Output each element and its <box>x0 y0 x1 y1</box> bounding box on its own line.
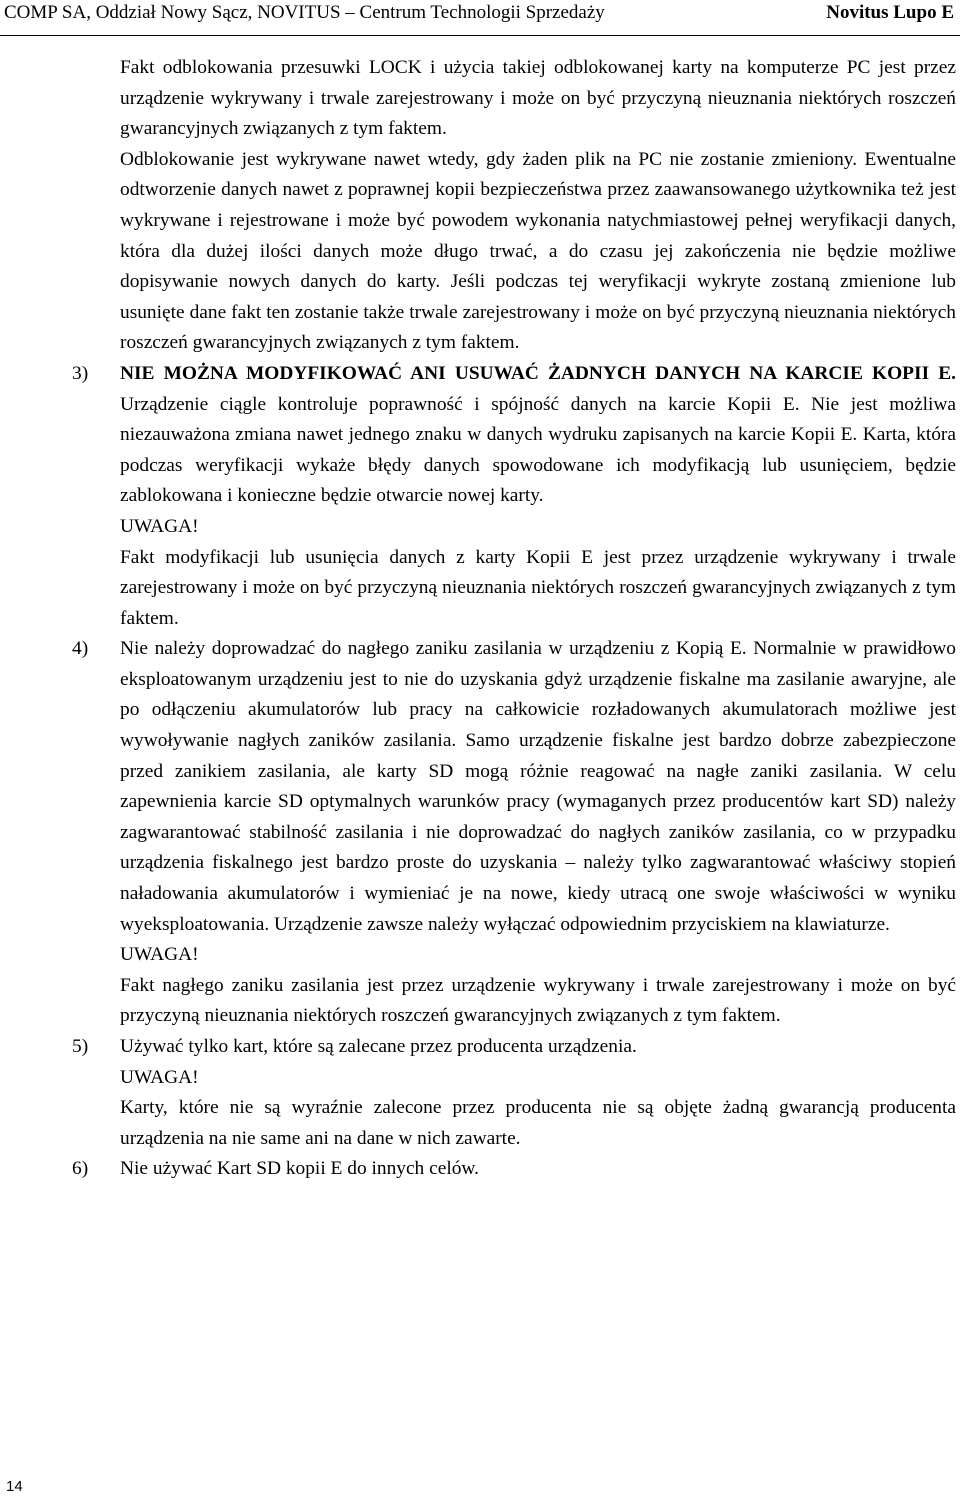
list-item-number: 5) <box>72 1036 89 1057</box>
list-item-text: Urządzenie ciągle kontroluje poprawność i spójność danych na karcie Kopii E. Nie jest możliwa niezauważona zmiana nawet jednego znaku w danych wydruku zapisanych na karcie Kopii E. Karta, która podczas weryfikacji wykaże błędy danych spowodowane ich modyfikacją lub usunięciem, będzie zablokowana i konieczne będzie otwarcie nowej karty. <box>120 393 956 507</box>
list-item-number: 4) <box>72 638 89 660</box>
note-label: UWAGA! <box>120 515 199 537</box>
paragraph-unlock: Odblokowanie jest wykrywane nawet wtedy, gdy żaden plik na PC nie zostanie zmieniony. Ewentualne odtworzenie danych nawet z poprawnej kopii bezpieczeństwa przez zaawansowanego użytkownika też jest wykrywane i rejestrowane i może być powodem wykonania natychmiastowej pełnej weryfikacji danych, która dla dużej ilości danych może długo trwać, a do czasu jej zakończenia nie będzie możliwe dopisywanie nowych danych do karty. Jeśli podczas tej weryfikacji wykryte zostaną zmienione lub usunięte dane fakt ten zostanie także trwale zarejestrowany i może on być przyczyną nieuznania niektórych roszczeń gwarancyjnych związanych z tym faktem. <box>120 148 956 354</box>
warning-heading: NIE MOŻNA MODYFIKOWAĆ ANI USUWAĆ ŻADNYCH DANYCH NA KARCIE KOPII E. <box>120 362 956 384</box>
paragraph-lock: Fakt odblokowania przesuwki LOCK i użycia takiej odblokowanej karty na komputerze PC jest przez urządzenie wykrywany i trwale zarejestrowany i może on być przyczyną nieuznania niektórych roszczeń gwarancyjnych związanych z tym faktem. <box>120 57 956 140</box>
list-item-3 <box>72 359 956 634</box>
note-label: UWAGA! <box>120 1066 199 1088</box>
note-text: Fakt modyfikacji lub usunięcia danych z karty Kopii E jest przez urządzenie wykrywany i trwale zarejestrowany i może on być przyczyną nieuznania niektórych roszczeń gwarancyjnych związanych z tym faktem. <box>120 546 956 629</box>
header-product: Novitus Lupo E <box>826 2 954 23</box>
list-item-text: Nie należy doprowadzać do nagłego zaniku zasilania w urządzeniu z Kopią E. Normalnie w prawidłowo eksploatowanym urządzeniu jest to nie do uzyskania gdyż urządzenie fiskalne ma zasilanie awaryjne, ale po odłączeniu akumulatorów lub pracy na całkowicie rozładowanych akumulatorach możliwe jest wywoływanie nagłych zaników zasilania. Samo urządzenie fiskalne jest bardzo dobrze zabezpieczone przed zanikiem zasilania, ale karty SD mogą różnie reagować na nagłe zaniki zasilania. W celu zapewnienia karcie SD optymalnych warunków pracy (wymaganych przez producentów kart SD) należy zagwarantować stabilność zasilania i nie doprowadzać do nagłych zaników zasilania, co w przypadku urządzenia fiskalnego jest bardzo proste do uzyskania – należy tylko zagwarantować właściwy stopień naładowania akumulatorów i wymieniać je na nowe, kiedy utracą one swoje właściwości w wyniku wyeksploatowania. Urządzenie zawsze należy wyłączać odpowiednim przyciskiem na klawiaturze. <box>120 638 956 935</box>
document-body <box>72 53 956 1185</box>
list-item-5 <box>72 1032 956 1154</box>
note-text: Fakt nagłego zaniku zasilania jest przez urządzenie wykrywany i trwale zarejestrowany i może on być przyczyną nieuznania niektórych roszczeń gwarancyjnych związanych z tym faktem. <box>120 974 956 1027</box>
list-item-4 <box>72 634 956 1032</box>
header-company: COMP SA, Oddział Nowy Sącz, NOVITUS – Centrum Technologii Sprzedaży <box>4 2 605 23</box>
note-text: Karty, które nie są wyraźnie zalecone przez producenta nie są objęte żadną gwarancją producenta urządzenia na nie same ani na dane w nich zawarte. <box>120 1097 956 1149</box>
list-item-text: Używać tylko kart, które są zalecane przez producenta urządzenia. <box>120 1036 637 1057</box>
list-item-text: Nie używać Kart SD kopii E do innych celów. <box>120 1158 479 1180</box>
list-item-number: 3) <box>72 362 89 384</box>
list-item-6 <box>72 1154 956 1185</box>
list-item-number: 6) <box>72 1158 89 1180</box>
note-label: UWAGA! <box>120 944 199 966</box>
page-header <box>0 0 960 36</box>
page-number: 14 <box>6 1478 23 1495</box>
